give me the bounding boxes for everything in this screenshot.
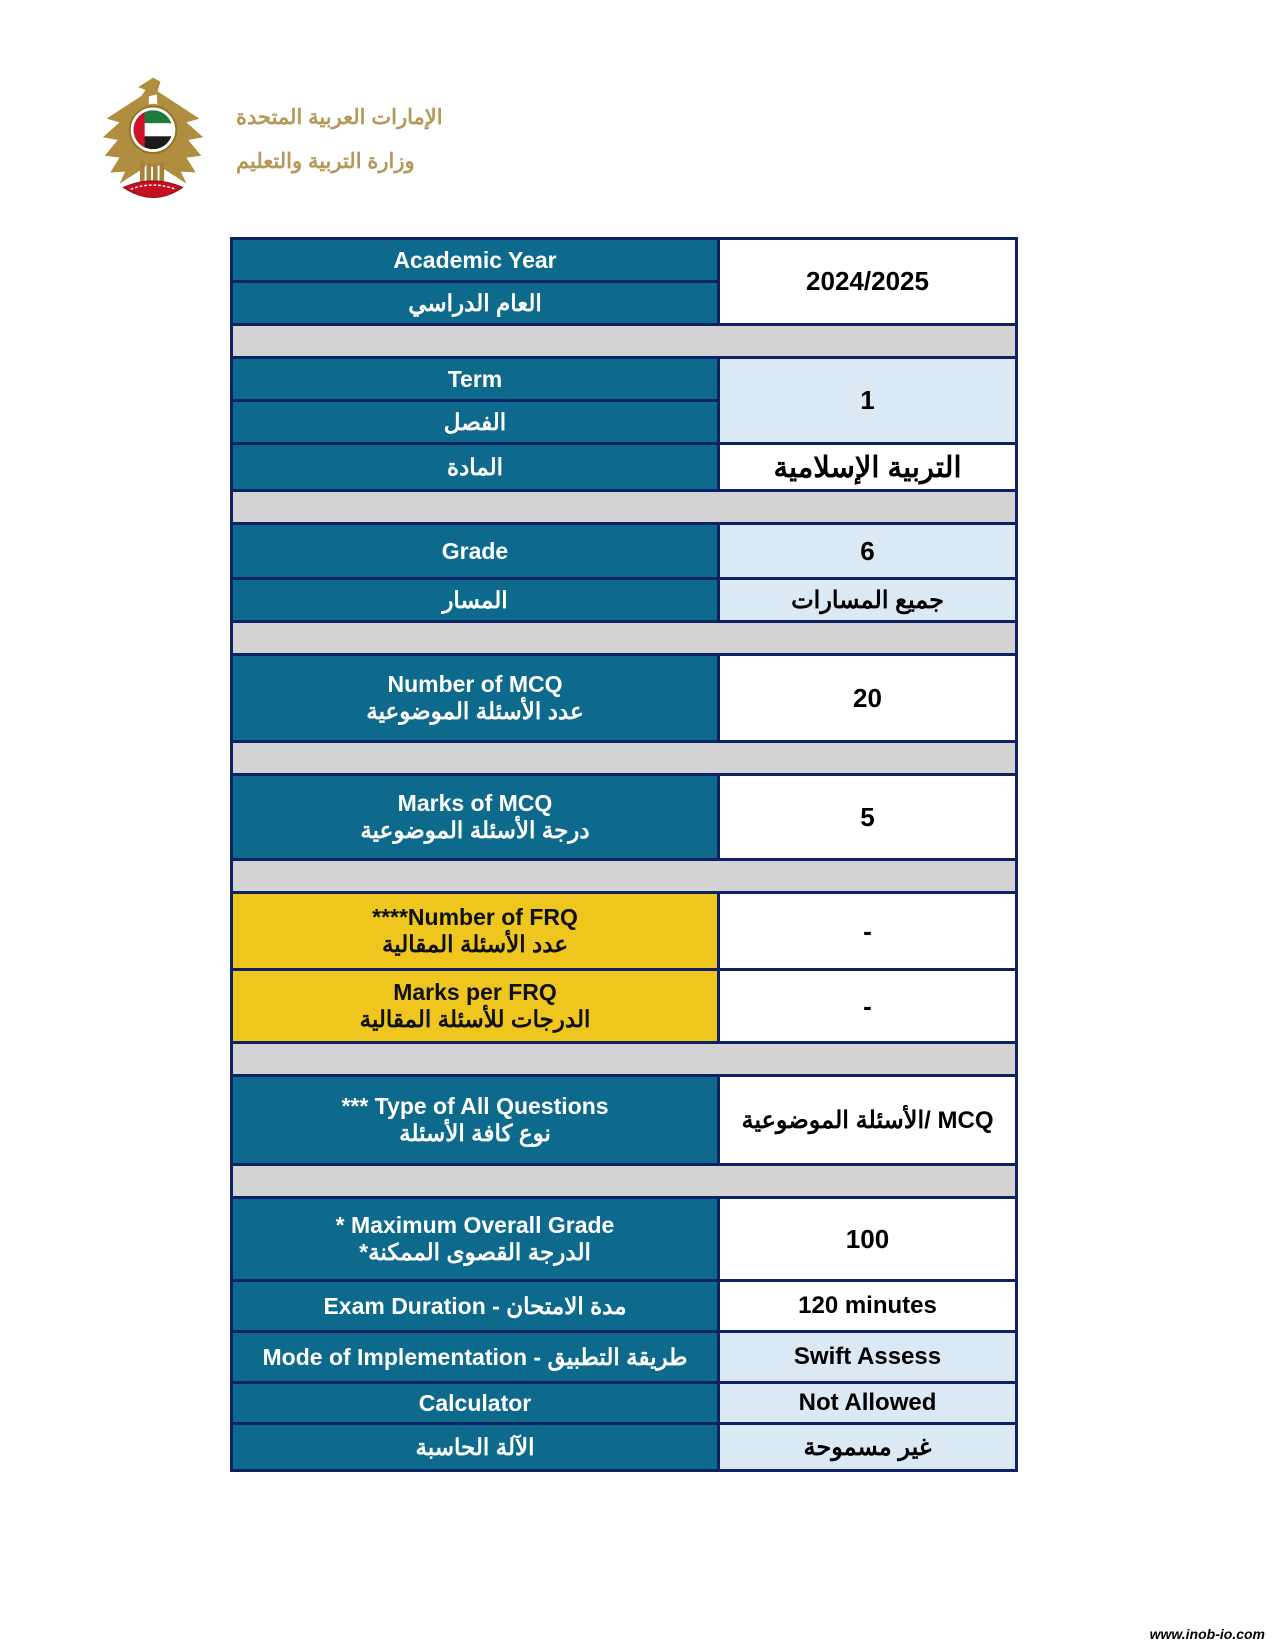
exam-info-table (230, 237, 1018, 1472)
grade-label-en: Grade (233, 525, 717, 577)
divider-bar (233, 1044, 1015, 1074)
term-label-ar: الفصل (233, 402, 717, 442)
max-grade-label: * Maximum Overall Grade *الدرجة القصوى الممكنة (233, 1199, 717, 1279)
calculator-value-en: Not Allowed (720, 1384, 1015, 1422)
row-stream (233, 580, 1015, 620)
calculator-value-ar: غير مسموحة (720, 1425, 1015, 1469)
row-grade (233, 525, 1015, 577)
academic-year-labels (233, 240, 717, 323)
academic-year-label-ar: العام الدراسي (233, 283, 717, 323)
ministry-name-line1: الإمارات العربية المتحدة (236, 105, 443, 129)
divider-bar (233, 743, 1015, 773)
implementation-mode-value: Swift Assess (720, 1333, 1015, 1381)
subject-value: التربية الإسلامية (720, 445, 1015, 489)
exam-duration-label: Exam Duration - مدة الامتحان (233, 1282, 717, 1330)
mcq-marks-label: Marks of MCQ درجة الأسئلة الموضوعية (233, 776, 717, 858)
mcq-number-label: Number of MCQ عدد الأسئلة الموضوعية (233, 656, 717, 740)
ministry-logo-block (88, 70, 443, 210)
ministry-name (236, 96, 443, 184)
calculator-label-en: Calculator (233, 1384, 717, 1422)
divider-bar (233, 861, 1015, 891)
row-calculator-en (233, 1384, 1015, 1422)
watermark-url: www.inob-io.com (1149, 1626, 1265, 1642)
row-exam-duration (233, 1282, 1015, 1330)
divider-bar (233, 326, 1015, 356)
question-type-value: الأسئلة الموضوعية/ MCQ (720, 1077, 1015, 1163)
divider-bar (233, 492, 1015, 522)
stream-label-ar: المسار (233, 580, 717, 620)
frq-marks-label: Marks per FRQ الدرجات للأسئلة المقالية (233, 971, 717, 1041)
frq-marks-value: - (720, 971, 1015, 1041)
row-mcq-marks (233, 776, 1015, 858)
row-frq-marks (233, 971, 1015, 1041)
calculator-label-ar: الآلة الحاسبة (233, 1425, 717, 1469)
term-value: 1 (720, 359, 1015, 442)
implementation-mode-label: Mode of Implementation - طريقة التطبيق (233, 1333, 717, 1381)
frq-number-value: - (720, 894, 1015, 968)
row-academic-year (233, 240, 1015, 323)
academic-year-value: 2024/2025 (720, 240, 1015, 323)
row-question-type (233, 1077, 1015, 1163)
mcq-number-value: 20 (720, 656, 1015, 740)
row-implementation-mode (233, 1333, 1015, 1381)
ministry-name-line2: وزارة التربية والتعليم (236, 150, 415, 173)
exam-duration-value: 120 minutes (720, 1282, 1015, 1330)
stream-value: جميع المسارات (720, 580, 1015, 620)
mcq-marks-value: 5 (720, 776, 1015, 858)
uae-falcon-emblem-icon (88, 70, 218, 210)
question-type-label: *** Type of All Questions نوع كافة الأسئلة (233, 1077, 717, 1163)
row-frq-number (233, 894, 1015, 968)
term-label-en: Term (233, 359, 717, 399)
row-mcq-number (233, 656, 1015, 740)
max-grade-value: 100 (720, 1199, 1015, 1279)
row-calculator-ar (233, 1425, 1015, 1469)
frq-number-label: ****Number of FRQ عدد الأسئلة المقالية (233, 894, 717, 968)
grade-value: 6 (720, 525, 1015, 577)
row-term (233, 359, 1015, 442)
row-max-grade (233, 1199, 1015, 1279)
term-labels (233, 359, 717, 442)
row-subject (233, 445, 1015, 489)
academic-year-label-en: Academic Year (233, 240, 717, 280)
divider-bar (233, 1166, 1015, 1196)
divider-bar (233, 623, 1015, 653)
subject-label-ar: المادة (233, 445, 717, 489)
